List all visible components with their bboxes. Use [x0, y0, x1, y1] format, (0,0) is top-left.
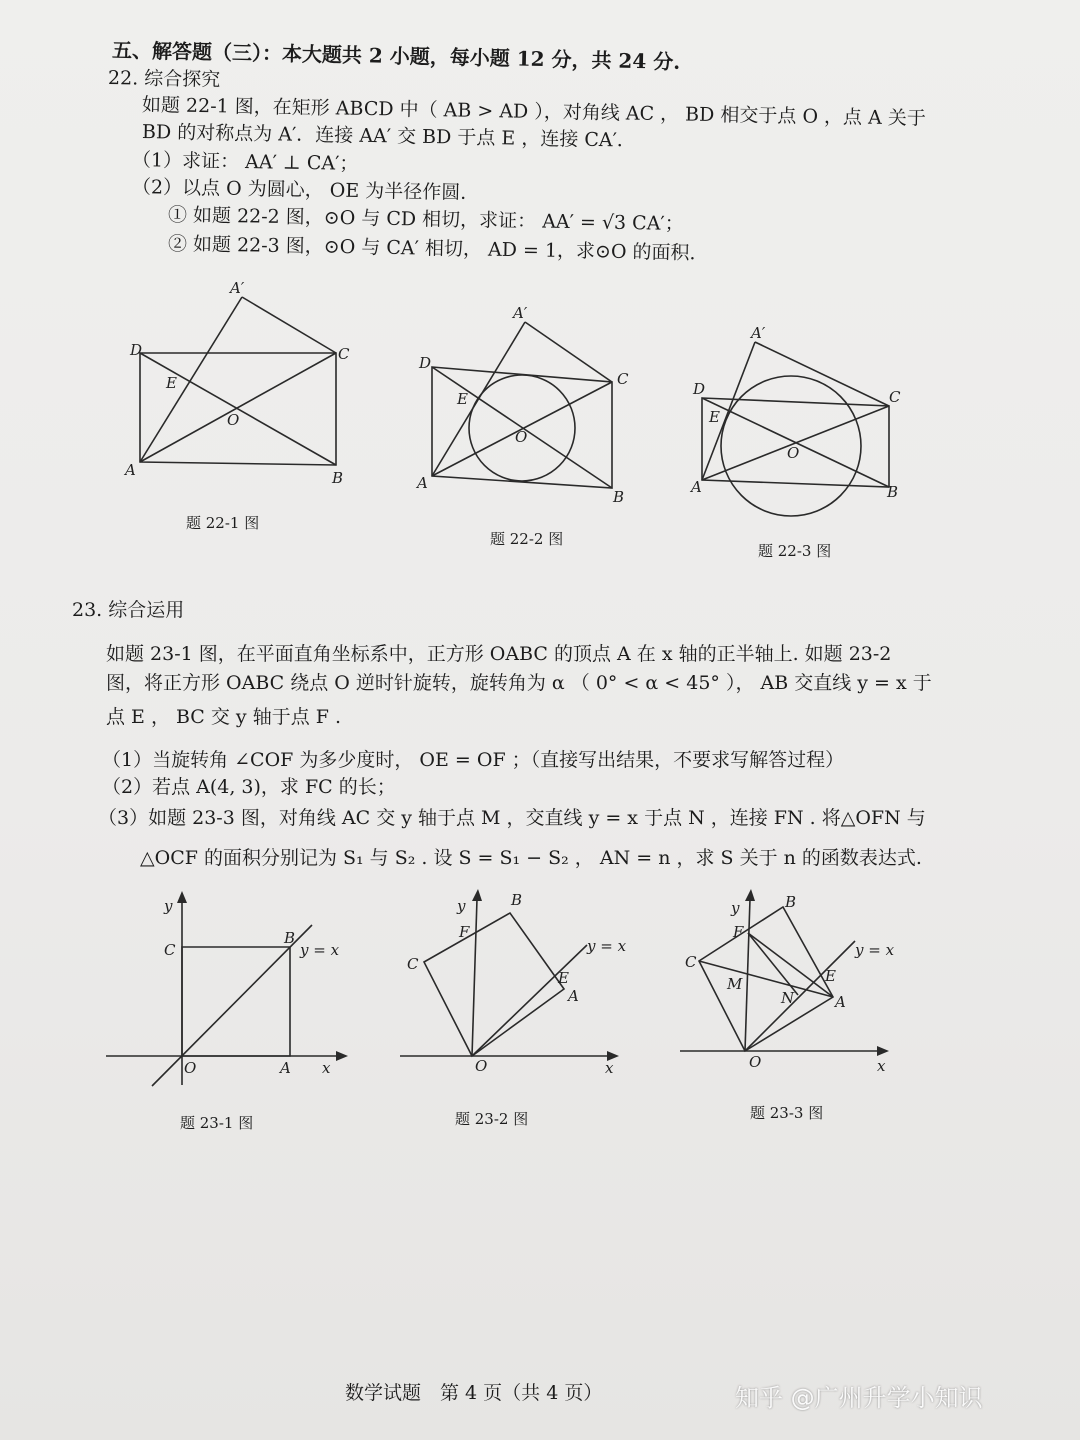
label-c: C — [164, 941, 176, 959]
label-d: D — [130, 341, 143, 359]
q23-line-1: 如题 23-1 图，在平面直角坐标系中，正方形 OABC 的顶点 A 在 x 轴的正半轴上. 如题 23-2 — [106, 643, 892, 665]
q23-line-5: （2）若点 A(4, 3)，求 FC 的长； — [102, 776, 396, 798]
q23-line-4: （1）当旋转角 ∠COF 为多少度时， OE = OF ；（直接写出结果，不要求写解答过程） — [102, 749, 845, 771]
label-o: O — [184, 1059, 197, 1077]
caption-22-2: 题 22-2 图 — [490, 530, 564, 548]
q22-line-1: 如题 22-1 图，在矩形 ABCD 中（ AB > AD ），对角线 AC ， BD 相交于点 O ，点 A 关于 — [141, 94, 927, 130]
q22-line-4: （2）以点 O 为圆心， OE 为半径作圆. — [131, 176, 467, 204]
page-footer: 数学试题 第 4 页（共 4 页） — [345, 1382, 603, 1404]
label-c: C — [685, 953, 697, 971]
label-b: B — [332, 469, 344, 487]
y-axis-arrow — [472, 889, 482, 901]
label-e: E — [709, 408, 720, 426]
label-f: F — [733, 923, 744, 941]
q22-line-6: ② 如题 22-3 图，⊙O 与 CA′ 相切， AD = 1，求⊙O 的面积. — [167, 233, 696, 265]
y-axis-arrow — [177, 891, 187, 903]
caption-22-3: 题 22-3 图 — [758, 542, 832, 560]
caption-22-1: 题 22-1 图 — [186, 514, 260, 532]
label-x: x — [322, 1059, 331, 1077]
label-b: B — [284, 929, 296, 947]
segment-ca-prime — [525, 322, 612, 382]
q22-line-2: BD 的对称点为 A′．连接 AA′ 交 BD 于点 E ，连接 CA′． — [141, 121, 637, 152]
label-e: E — [558, 969, 569, 987]
label-e: E — [457, 390, 468, 408]
label-x: x — [877, 1057, 886, 1075]
q23-heading — [72, 598, 184, 622]
label-a-prime: A′ — [513, 304, 528, 322]
label-a: A — [691, 478, 702, 496]
label-line: y = x — [855, 941, 895, 959]
caption-23-1: 题 23-1 图 — [180, 1114, 254, 1132]
y-axis — [472, 899, 477, 1056]
x-axis-arrow — [877, 1046, 889, 1056]
figure-23-3 — [675, 885, 910, 1085]
q22-number: 22. — [107, 67, 139, 90]
q22-title: 综合探究 — [144, 67, 221, 91]
q23-line-2: 图，将正方形 OABC 绕点 O 逆时针旋转，旋转角为 α （ 0° < α < 45° ）， AB 交直线 y = x 于 — [106, 672, 932, 694]
figure-23-2 — [395, 885, 635, 1085]
label-a: A — [835, 993, 846, 1011]
label-e: E — [166, 374, 177, 392]
label-a: A — [568, 987, 579, 1005]
x-axis-arrow — [336, 1051, 348, 1061]
label-b: B — [785, 893, 797, 911]
label-line: y = x — [587, 937, 627, 955]
label-c: C — [889, 388, 901, 406]
label-c: C — [407, 955, 419, 973]
label-o: O — [475, 1057, 488, 1075]
segment-fa — [748, 933, 833, 997]
y-axis-arrow — [745, 889, 755, 901]
figure-22-3 — [685, 320, 925, 525]
label-y: y — [164, 897, 173, 915]
q22-heading — [108, 66, 221, 92]
label-x: x — [605, 1059, 614, 1077]
diagonal-ac — [699, 961, 833, 997]
label-b: B — [511, 891, 523, 909]
figure-23-1 — [100, 885, 360, 1095]
figure-22-2 — [405, 300, 655, 515]
label-line: y = x — [300, 941, 340, 959]
q22-line-5: ① 如题 22-2 图，⊙O 与 CD 相切，求证： AA′ = √3 CA′； — [167, 204, 684, 236]
label-a: A — [125, 461, 136, 479]
label-a-prime: A′ — [230, 279, 245, 297]
label-y: y — [457, 897, 466, 915]
segment-ca-prime — [242, 297, 336, 353]
q23-title: 综合运用 — [108, 599, 185, 621]
label-y: y — [731, 899, 740, 917]
label-o: O — [515, 428, 528, 446]
figure-22-1 — [110, 275, 370, 500]
label-e: E — [825, 967, 836, 985]
caption-23-3: 题 23-3 图 — [750, 1104, 824, 1122]
label-b: B — [613, 488, 625, 506]
label-a: A — [417, 474, 428, 492]
label-d: D — [419, 354, 432, 372]
label-d: D — [693, 380, 706, 398]
label-c: C — [338, 345, 350, 363]
label-a: A — [280, 1059, 291, 1077]
label-a-prime: A′ — [751, 324, 766, 342]
q23-line-7: △OCF 的面积分别记为 S₁ 与 S₂ . 设 S = S₁ − S₂ ， AN = n ，求 S 关于 n 的函数表达式. — [140, 847, 922, 869]
q23-line-6: （3）如题 23-3 图，对角线 AC 交 y 轴于点 M ，交直线 y = x 于点 N ，连接 FN . 将△OFN 与 — [98, 807, 926, 829]
segment-aa-prime — [140, 297, 242, 462]
label-n: N — [781, 989, 795, 1007]
q22-line-3: （1）求证： AA′ ⊥ CA′； — [131, 149, 359, 175]
label-f: F — [459, 923, 470, 941]
label-b: B — [887, 483, 899, 501]
label-o: O — [749, 1053, 762, 1071]
label-o: O — [227, 411, 240, 429]
segment-ca-prime — [755, 342, 889, 406]
caption-23-2: 题 23-2 图 — [455, 1110, 529, 1128]
label-o: O — [787, 444, 800, 462]
label-m: M — [727, 975, 743, 993]
watermark: 知乎 @广州升学小知识 — [735, 1384, 983, 1412]
section-header: 五、解答题（三）：本大题共 2 小题，每小题 12 分，共 24 分. — [111, 38, 681, 74]
q23-number: 23. — [72, 599, 103, 621]
q23-line-3: 点 E ， BC 交 y 轴于点 F . — [106, 706, 341, 728]
label-c: C — [617, 370, 629, 388]
